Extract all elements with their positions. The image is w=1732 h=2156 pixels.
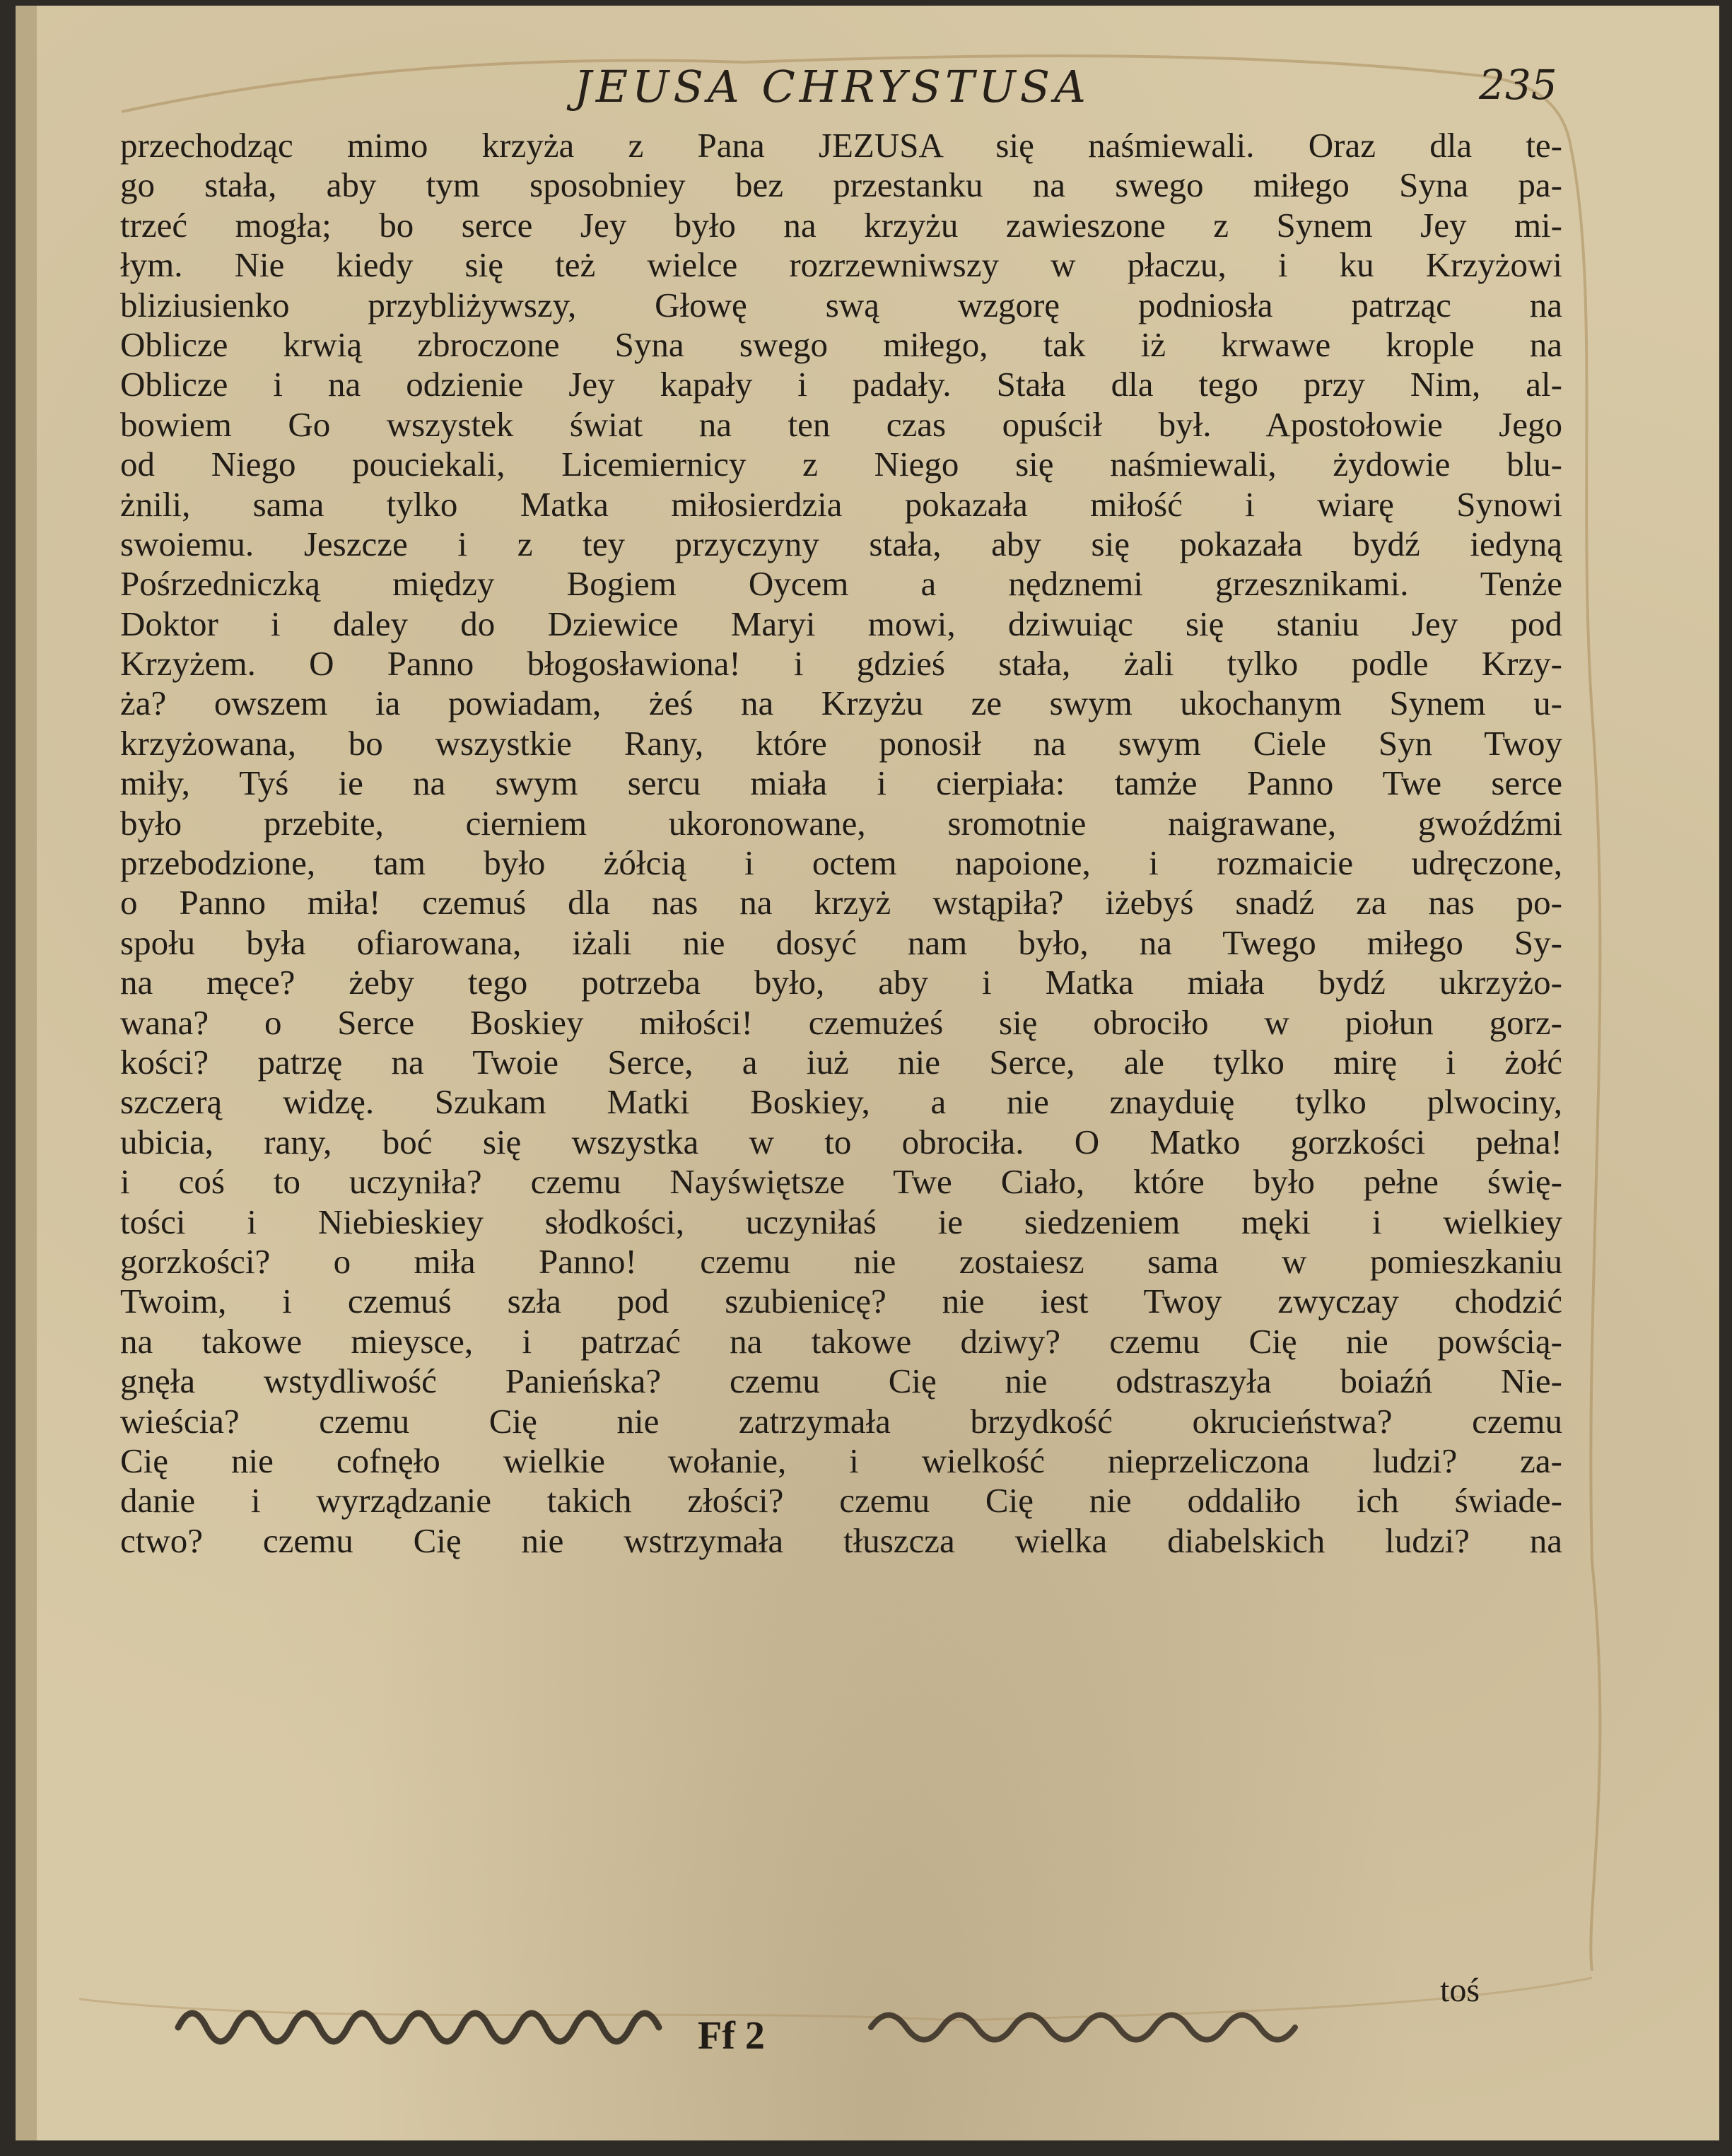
text-line: żnili, sama tylko Matka miłosierdzia pokazała miłość i wiarę Synowi: [120, 484, 1562, 524]
text-line: Cię nie cofnęło wielkie wołanie, i wielkość nieprzeliczona ludzi? za-: [120, 1441, 1562, 1480]
text-line: na męce? żeby tego potrzeba było, aby i Matka miała bydź ukrzyżo-: [120, 963, 1562, 1002]
text-line: społu była ofiarowana, iżali nie dosyć nam było, na Twego miłego Sy-: [120, 922, 1562, 962]
text-line: miły, Tyś ie na swym sercu miała i cierpiała: tamże Panno Twe serce: [120, 763, 1562, 803]
page-number: 235: [1479, 61, 1557, 109]
book-page: [16, 6, 1719, 2140]
text-line: wieścia? czemu Cię nie zatrzymała brzydkość okrucieństwa? czemu: [120, 1401, 1562, 1441]
text-line: gnęła wstydliwość Panieńska? czemu Cię nie odstraszyła boiaźń Nie-: [120, 1361, 1562, 1401]
text-line: przebodzione, tam było żółcią i octem napoione, i rozmaicie udręczone,: [120, 843, 1562, 883]
text-line: Krzyżem. O Panno błogosławiona! i gdzieś stała, żali tylko podle Krzy-: [120, 644, 1562, 684]
running-title: JEUSA CHRYSTUSA: [574, 61, 1090, 112]
text-line: danie i wyrządzanie takich złości? czemu Cię nie oddaliło ich świade-: [120, 1481, 1562, 1521]
text-line: trzeć mogła; bo serce Jey było na krzyżu zawieszone z Synem Jey mi-: [120, 205, 1562, 245]
text-line: kości? patrzę na Twoie Serce, a iuż nie Serce, ale tylko mirę i żołć: [120, 1042, 1562, 1082]
text-line: na takowe mieysce, i patrzać na takowe dziwy? czemu Cię nie powścią-: [120, 1321, 1562, 1361]
text-line: bowiem Go wszystek świat na ten czas opuścił był. Apostołowie Jego: [120, 404, 1562, 444]
text-line: łym. Nie kiedy się też wielce rozrzewniwszy w płaczu, i ku Krzyżowi: [120, 245, 1562, 285]
text-line: ubicia, rany, boć się wszystka w to obrociła. O Matko gorzkości pełna!: [120, 1122, 1562, 1161]
text-line: wana? o Serce Boskiey miłości! czemużeś się obrociło w piołun gorz-: [120, 1002, 1562, 1042]
text-line: Oblicze i na odzienie Jey kapały i padały. Stała dla tego przy Nim, al-: [120, 365, 1562, 404]
text-line: było przebite, cierniem ukoronowane, sromotnie naigrawane, gwoźdźmi: [120, 803, 1562, 843]
catchword: toś: [1440, 1972, 1480, 2009]
signature-mark: Ff 2: [698, 2014, 765, 2058]
text-line: ża? owszem ia powiadam, żeś na Krzyżu ze swym ukochanym Synem u-: [120, 684, 1562, 723]
text-line: szczerą widzę. Szukam Matki Boskiey, a nie znayduię tylko plwociny,: [120, 1082, 1562, 1122]
text-line: Twoim, i czemuś szła pod szubienicę? nie iest Twoy zwyczay chodzić: [120, 1282, 1562, 1321]
text-line: ctwo? czemu Cię nie wstrzymała tłuszcza wielka diabelskich ludzi? na: [120, 1521, 1562, 1560]
text-line: i coś to uczyniła? czemu Nayświętsze Twe Ciało, które było pełne świę-: [120, 1162, 1562, 1202]
text-line: swoiemu. Jeszcze i z tey przyczyny stała, aby się pokazała bydź iedyną: [120, 524, 1562, 563]
text-line: go stała, aby tym sposobniey bez przestanku na swego miłego Syna pa-: [120, 165, 1562, 205]
text-line: Doktor i daley do Dziewice Maryi mowi, dziwuiąc się staniu Jey pod: [120, 604, 1562, 643]
text-line: bliziusienko przybliżywszy, Głowę swą wzgorę podniosła patrząc na: [120, 285, 1562, 324]
text-line: Pośrzedniczką między Bogiem Oycem a nędznemi grzesznikami. Tenże: [120, 564, 1562, 604]
body-text: [120, 126, 1562, 1561]
text-line: przechodząc mimo krzyża z Pana JEZUSA się naśmiewali. Oraz dla te-: [120, 126, 1562, 165]
text-line: krzyżowana, bo wszystkie Rany, które ponosił na swym Ciele Syn Twoy: [120, 723, 1562, 763]
text-line: gorzkości? o miła Panno! czemu nie zostaiesz sama w pomieszkaniu: [120, 1241, 1562, 1281]
text-line: Oblicze krwią zbroczone Syna swego miłego, tak iż krwawe krople na: [120, 324, 1562, 364]
text-line: tości i Niebieskiey słodkości, uczyniłaś ie siedzeniem męki i wielkiey: [120, 1202, 1562, 1241]
text-line: od Niego pouciekali, Licemiernicy z Niego się naśmiewali, żydowie blu-: [120, 445, 1562, 484]
text-line: o Panno miła! czemuś dla nas na krzyż wstąpiła? iżebyś snadź za nas po-: [120, 883, 1562, 922]
